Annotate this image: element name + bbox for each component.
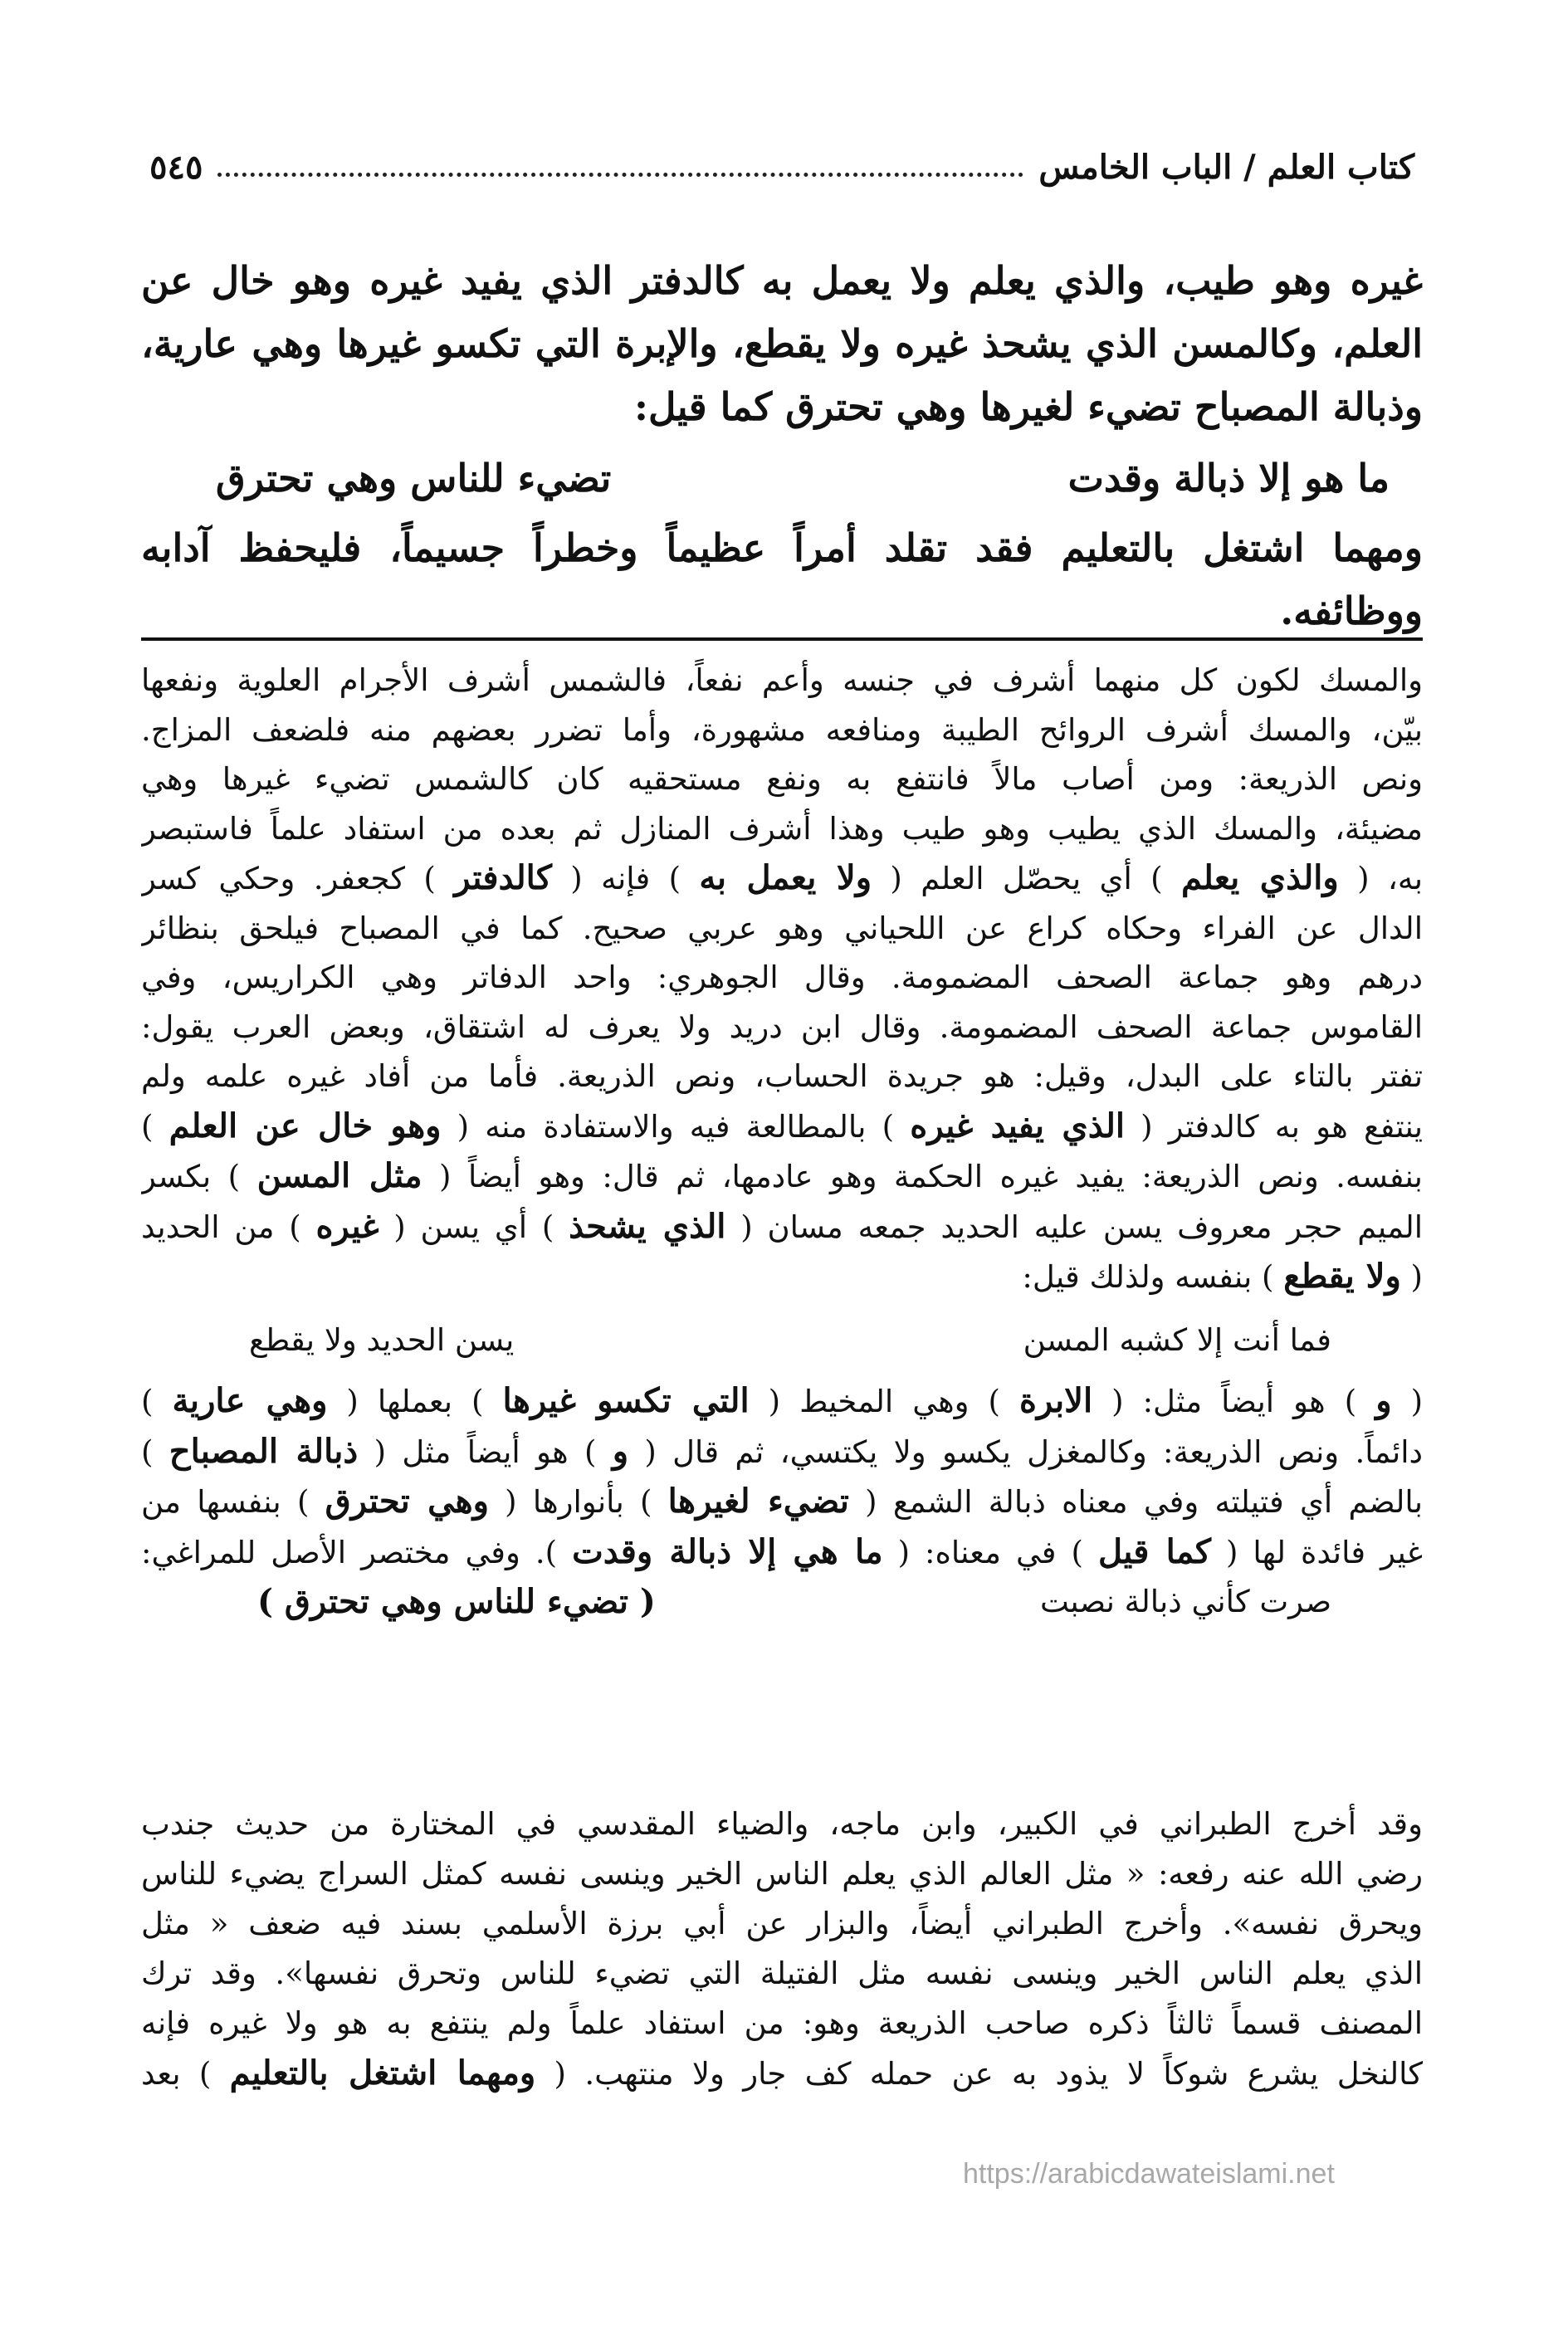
quoted-term: و xyxy=(612,1431,629,1471)
commentary-line xyxy=(141,1101,1423,1152)
line-text: ) بنفسها من xyxy=(141,1484,325,1520)
line-text: دائماً. ونص الذريعة: وكالمغزل يكسو ولا يكتسي، ثم قال ( xyxy=(628,1433,1423,1470)
commentary-line xyxy=(141,706,1423,755)
quoted-term: والذي يعلم xyxy=(1180,858,1339,897)
line-text: المصنف قسماً ثالثاً ذكره صاحب الذريعة وهو: من استفاد علماً ولم ينتفع به هو ولا غيره فإنه xyxy=(141,2005,1423,2041)
line-text: ونص الذريعة: ومن أصاب مالاً فانتفع به ونفع مستحقيه كان كالشمس تضيء غيرها وهي xyxy=(141,761,1423,797)
commentary-line xyxy=(141,1427,1423,1477)
poem-verse xyxy=(141,447,1423,510)
verse-hemistich-second: ( تضيء للناس وهي تحترق ) xyxy=(257,1582,656,1621)
commentary-line xyxy=(141,804,1423,854)
verse-hemistich-second: تضيء للناس وهي تحترق xyxy=(216,456,612,501)
line-text: بيّن، والمسك أشرف الروائح الطيبة ومنافعه مشهورة، وأما تضرر بعضهم منه فلضعف المزاج. xyxy=(141,711,1423,748)
line-text: تفتر بالتاء على البدل، وقيل: هو جريدة الحساب، ونص الذريعة. فأما من أفاد غيره علمه ولم xyxy=(141,1058,1423,1094)
line-text: ) xyxy=(141,1108,169,1145)
line-text: ) بالمطالعة فيه والاستفادة منه ( xyxy=(441,1108,911,1145)
commentary-line xyxy=(141,1052,1423,1101)
commentary-lines xyxy=(141,1800,1423,2099)
line-text: ) بعملها ( xyxy=(327,1384,503,1419)
line-text: ( xyxy=(1391,1384,1423,1419)
quoted-term: ولا يعمل به xyxy=(699,858,872,897)
line-text: الذي يعلم الناس الخير وينسى نفسه مثل الفتيلة التي تضيء للناس وتحرق نفسها». وقد ترك xyxy=(141,1956,1423,1991)
footnote-divider xyxy=(141,637,1423,641)
watermark-url: https://arabicdawateislami.net xyxy=(963,2158,1335,2190)
verse-hemistich-first: فما أنت إلا كشبه المسن xyxy=(1023,1321,1331,1358)
line-text: ) أي يسن ( xyxy=(379,1209,569,1245)
commentary-line xyxy=(141,1999,1423,2049)
quoted-term: الذي يفيد غيره xyxy=(910,1106,1125,1145)
commentary-line xyxy=(141,1376,1423,1427)
line-text: ) في معناه: ( xyxy=(882,1534,1098,1570)
line-text: به، ( xyxy=(1338,861,1423,896)
commentary-verse xyxy=(141,1316,1423,1365)
commentary-line xyxy=(141,853,1423,904)
page-number: ٥٤٥ xyxy=(149,148,203,187)
quoted-term: كالدفتر xyxy=(454,858,552,897)
line-text: ) xyxy=(141,1433,169,1470)
line-text: رضي الله عنه رفعه: « مثل العالم الذي يعلم الناس الخير وينسى نفسه كمثل السراج يضيء للناس xyxy=(141,1856,1423,1892)
line-text: والمسك لكون كل منهما أشرف في جنسه وأعم نفعاً، فالشمس أشرف الأجرام العلوية ونفعها xyxy=(141,662,1423,698)
line-text: الدال عن الفراء وحكاه كراع عن اللحياني وهو عربي صحيح. كما في المصباح فيلحق بنظائر xyxy=(141,910,1423,946)
commentary-line xyxy=(141,904,1423,954)
quoted-term: ولا يقطع xyxy=(1283,1257,1401,1296)
commentary-line xyxy=(141,2049,1423,2099)
dotted-leader xyxy=(217,173,1023,177)
line-text: غير فائدة لها ( xyxy=(1210,1534,1423,1570)
line-text: الميم حجر معروف يسن عليه الحديد جمعه مسان ( xyxy=(725,1209,1423,1245)
line-text: درهم وهو جماعة الصحف المضمومة. وقال الجوهري: واحد الدفاتر وهي الكراريس، وفي xyxy=(141,960,1423,995)
line-text: ) بعد xyxy=(141,2056,230,2092)
quoted-term: الذي يشحذ xyxy=(569,1206,726,1246)
quoted-term: التي تكسو غيرها xyxy=(502,1381,750,1420)
line-text: ويحرق نفسه». وأخرج الطبراني أيضاً، والبزار عن أبي برزة الأسلمي بسند فيه ضعف « مثل xyxy=(141,1906,1423,1941)
commentary-line xyxy=(141,1202,1423,1253)
commentary-line xyxy=(141,1949,1423,1999)
line-text: ( xyxy=(1400,1259,1423,1295)
line-text: القاموس جماعة الصحف المضمومة. وقال ابن دريد ولا يعرف له اشتقاق، وبعض العرب يقول: xyxy=(141,1008,1423,1045)
commentary-block-lower xyxy=(141,1800,1423,2099)
main-paragraph: غيره وهو طيب، والذي يعلم ولا يعمل به كالدفتر الذي يفيد غيره وهو خال عن العلم، وكالمسن الذي يشحذ غيره ولا يقطع، والإبرة التي تكسو غيرها وهي عارية، وذبالة المصباح تضيء لغيرها وهي تحترق كما قيل: xyxy=(141,258,1423,429)
quoted-term: الابرة xyxy=(1018,1381,1093,1420)
main-text xyxy=(141,249,1423,642)
line-text: مضيئة، والمسك الذي يطيب وهو طيب وهذا أشرف المنازل ثم بعده من استفاد علماً فاستبصر xyxy=(141,810,1423,847)
commentary-line xyxy=(141,1477,1423,1527)
line-text: ) xyxy=(141,1384,173,1419)
chapter-title: كتاب العلم / الباب الخامس xyxy=(1038,148,1414,187)
line-text: ينتفع هو به كالدفتر ( xyxy=(1125,1108,1423,1145)
line-text: كالنخل يشرع شوكاً لا يذود به عن حمله كف جار ولا منتهب. ( xyxy=(535,2056,1423,2092)
commentary-lines xyxy=(141,1376,1423,1577)
commentary-line xyxy=(141,1800,1423,1849)
commentary-line xyxy=(141,656,1423,706)
commentary-line xyxy=(141,1151,1423,1202)
line-text: ) هو أيضاً مثل ( xyxy=(358,1433,613,1470)
commentary-line xyxy=(141,754,1423,804)
line-text: ) بنفسه ولذلك قيل: xyxy=(1022,1259,1284,1295)
verse-hemistich-second: يسن الحديد ولا يقطع xyxy=(249,1321,515,1358)
line-text: ) بكسر xyxy=(141,1159,257,1194)
line-text: ) هو أيضاً مثل: ( xyxy=(1092,1384,1376,1419)
verse-hemistich-first: صرت كأني ذبالة نصبت xyxy=(1039,1584,1331,1619)
running-header xyxy=(149,137,1414,187)
line-text: ) كجعفر. وحكي كسر xyxy=(141,861,455,896)
quoted-term: وهي تحترق xyxy=(325,1482,489,1521)
quoted-term: وهو خال عن العلم xyxy=(169,1106,442,1145)
quoted-term: وهي عارية xyxy=(172,1381,328,1420)
commentary-line xyxy=(141,1003,1423,1052)
line-text: ) من الحديد xyxy=(141,1209,316,1245)
commentary-line xyxy=(141,1849,1423,1899)
quoted-term: و xyxy=(1375,1381,1392,1420)
line-text: وقد أخرج الطبراني في الكبير، وابن ماجه، والضياء المقدسي في المختارة من حديث جندب xyxy=(141,1806,1423,1842)
commentary-line xyxy=(141,1252,1423,1302)
line-text: بنفسه. ونص الذريعة: يفيد غيره الحكمة وهو عادمها، ثم قال: وهو أيضاً ( xyxy=(422,1159,1423,1194)
quoted-term: ذبالة المصباح xyxy=(169,1431,359,1471)
line-text: ) أي يحصّل العلم ( xyxy=(872,861,1181,896)
main-paragraph: ومهما اشتغل بالتعليم فقد تقلد أمراً عظيماً وخطراً جسيماً، فليحفظ آدابه ووظائفه. xyxy=(141,525,1423,633)
quoted-term: كما قيل xyxy=(1097,1531,1211,1571)
quoted-term: غيره xyxy=(315,1206,379,1246)
line-text: بالضم أي فتيلته وفي معناه ذبالة الشمع ( xyxy=(848,1484,1423,1520)
quoted-term: مثل المسن xyxy=(256,1156,423,1195)
line-text: ) فإنه ( xyxy=(551,861,700,896)
line-text: ) بأنوارها ( xyxy=(488,1484,668,1520)
commentary-verse xyxy=(141,1577,1423,1627)
commentary-lines xyxy=(141,656,1423,1302)
line-text: ). وفي مختصر الأصل للمراغي: xyxy=(141,1534,573,1570)
commentary-line xyxy=(141,953,1423,1003)
verse-hemistich-first: ما هو إلا ذبالة وقدت xyxy=(1067,456,1390,501)
quoted-term: ما هي إلا ذبالة وقدت xyxy=(572,1531,883,1571)
commentary-block xyxy=(141,656,1423,1627)
commentary-line xyxy=(141,1899,1423,1949)
commentary-line xyxy=(141,1527,1423,1578)
quoted-term: ومهما اشتغل بالتعليم xyxy=(229,2053,536,2093)
line-text: ) وهي المخيط ( xyxy=(749,1384,1019,1419)
quoted-term: تضيء لغيرها xyxy=(667,1482,849,1521)
